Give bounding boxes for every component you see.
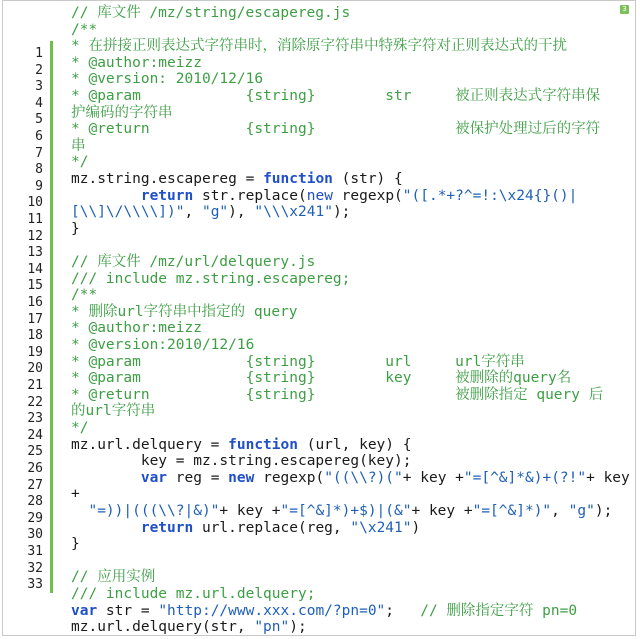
line-number: 3 [35,79,43,95]
code-line [71,271,350,288]
code-token: ); [289,619,307,636]
line-number: 4 [35,95,43,111]
code-line [71,370,571,387]
line-number: 28 [27,494,43,510]
code-token: "\\\x241" [254,204,333,221]
line-number: 7 [35,145,43,161]
code-line [71,420,88,437]
code-token: new [306,187,333,204]
code-line [71,503,612,520]
code-token: + key + [411,503,473,519]
code-token: var [71,602,98,619]
code-line [71,254,315,271]
code-line [71,287,97,304]
code-token: 护编码的字符串 [71,104,173,121]
code-token: "([.*+?^=!:\x24{}()| [402,187,578,204]
code-token: , [551,503,569,519]
code-token: 的url字符串 [71,403,156,420]
code-line [71,304,298,321]
code-token: function [263,171,333,187]
line-number-gutter [3,1,51,635]
code-line [71,22,97,39]
code-token: (str) { [332,171,403,187]
code-line [71,188,577,205]
gutter-highlight-bar [50,41,53,593]
code-token: + key [586,469,630,486]
code-line [71,486,80,503]
line-number: 14 [27,261,43,277]
line-number: 12 [27,228,43,244]
code-token: * @param {string} url url字符串 [71,353,525,370]
code-token: mz.url.delquery(str, [71,619,255,636]
code-token: function [228,436,298,453]
code-token: [\\]\/\\\\])" [71,204,185,221]
code-token: return [140,187,194,204]
code-line [71,354,525,371]
code-token: /** [71,21,98,38]
line-number: 11 [27,212,43,227]
code-line [71,603,577,620]
code-token: * @author:meizz [71,54,202,71]
code-token: /// include mz.url.delquery; [71,586,316,602]
code-token: return [140,519,194,536]
line-number: 2 [35,62,43,78]
code-line [71,470,630,487]
code-token: str.replace( [193,187,307,204]
code-token: "=[^&]*&)+(?!" [463,469,587,486]
code-line [71,569,155,586]
code-line [71,154,88,171]
line-number: 10 [27,195,43,211]
code-line [71,5,350,22]
line-number: 1 [35,46,43,61]
code-token: // 删除指定字符 pn=0 [420,602,578,619]
code-token: "=))|(((\\?|&)" [88,503,220,519]
code-token: * @return {string} 被保护处理过后的字符 [71,121,601,138]
code-token: + [71,486,80,503]
code-line [71,38,567,55]
line-number: 33 [27,577,43,593]
line-number: 31 [27,544,43,559]
code-line [71,88,600,105]
code-line [71,71,263,88]
code-line [71,586,315,603]
code-token: key = mz.string.escapereg(key); [71,453,412,470]
line-number: 26 [27,461,43,476]
code-token: ) [411,519,421,536]
code-line [71,204,350,221]
code-token: // 库文件 /mz/string/escapereg.js [71,5,351,21]
code-line [71,121,600,138]
line-number: 21 [27,378,43,393]
code-line [71,138,86,155]
line-number: 15 [27,278,43,294]
code-token: */ [71,420,89,436]
line-number: 30 [27,527,43,543]
code-token: } [71,536,80,553]
code-token: reg = [167,469,229,486]
code-block [2,0,636,636]
code-token: // 应用实例 [71,569,156,586]
code-token: * @param {string} str 被正则表达式字符串保 [71,88,601,104]
code-token: "=[^&]*)+$)|(&" [280,503,412,519]
line-number: 27 [27,477,43,493]
code-line [71,536,80,553]
code-line [71,403,155,420]
code-token: // 库文件 /mz/url/delquery.js [71,254,316,270]
code-token: ); [332,204,351,221]
code-token: * @author:meizz [71,320,202,337]
code-token: * @version:2010/12/16 [71,337,255,353]
line-number: 17 [27,311,43,327]
code-token: url.replace(reg, [193,519,351,536]
code-token: } [71,220,80,237]
code-token: /** [71,287,98,304]
code-token: * @version: 2010/12/16 [71,71,264,88]
code-token: /// include mz.string.escapereg; [71,270,351,287]
code-token: 串 [71,137,86,154]
code-token: * @param {string} key 被删除的query名 [71,370,572,387]
code-line [71,520,420,537]
line-number: 16 [27,295,43,310]
code-token: new [228,469,255,486]
code-token: , [184,204,202,221]
code-token: * 在拼接正则表达式字符串时，消除原字符串中特殊字符对正则表达式的干扰 [71,38,567,55]
line-number: 25 [27,444,43,460]
code-token: + key + [219,503,281,519]
line-number: 20 [27,361,43,377]
code-line [71,320,202,337]
code-token: ), [228,204,255,221]
code-line [71,337,254,354]
code-token: "\x241" [350,519,412,536]
code-token: var [140,469,168,486]
code-token [71,503,88,519]
code-line [71,437,411,454]
code-token: "pn" [254,619,290,636]
code-token: ; [385,602,421,619]
code-line [71,221,80,238]
code-token: "g" [568,503,595,519]
corner-badge: 3 [620,5,629,14]
code-token: ); [594,503,613,519]
code-token: "=[^&]*)" [472,503,552,519]
line-number: 32 [27,560,43,576]
code-token: * 删除url字符串中指定的 query [71,303,298,320]
code-token: "g" [201,204,229,221]
code-token [71,470,141,486]
line-number: 13 [27,245,43,261]
code-line [71,619,307,636]
code-token: mz.url.delquery = [71,436,229,453]
code-token: regexp( [254,469,325,486]
code-line [71,387,603,404]
code-token: "http://www.xxx.com/?pn=0" [158,602,386,619]
code-token: "((\\?)(" [324,469,403,486]
code-token [71,188,141,204]
line-number: 5 [35,112,43,128]
line-number: 9 [35,178,43,194]
line-number: 24 [27,427,43,443]
code-line [71,55,202,72]
code-token: mz.string.escapereg = [71,171,264,187]
line-number: 23 [27,411,43,427]
code-token: + key + [402,469,464,486]
code-token: * @return {string} 被删除指定 query 后 [71,386,604,403]
code-token: */ [71,154,89,171]
code-line [71,105,173,122]
line-number: 18 [27,328,43,344]
line-number: 29 [27,510,43,526]
line-number: 19 [27,344,43,360]
line-number: 22 [27,394,43,410]
code-token: regexp( [332,187,403,204]
code-token: (url, key) { [297,436,412,453]
line-number: 6 [35,129,43,144]
line-number: 8 [35,162,43,178]
code-token: str = [97,602,159,619]
code-token [71,520,141,536]
code-line [71,453,411,470]
code-line [71,171,403,188]
